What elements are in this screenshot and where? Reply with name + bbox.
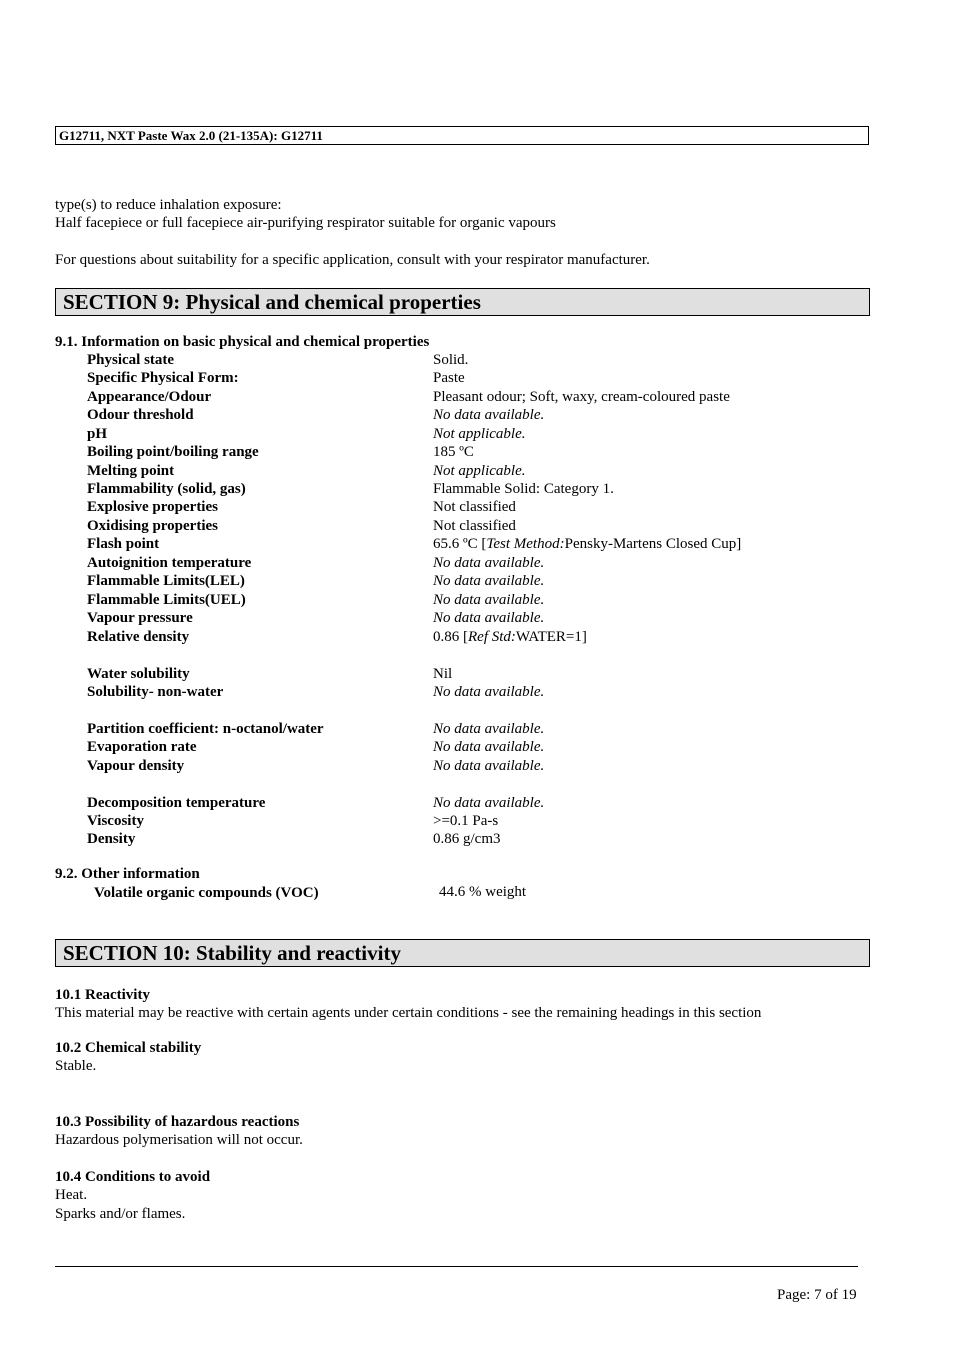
subsection-10-2-heading: 10.2 Chemical stability	[55, 1040, 202, 1056]
section-10-title: SECTION 10: Stability and reactivity	[55, 939, 870, 967]
voc-value: 44.6 % weight	[439, 884, 527, 900]
respirator-type-line: Half facepiece or full facepiece air-purifying respirator suitable for organic vapours	[55, 215, 556, 231]
property-value: No data available.	[433, 407, 545, 423]
footer-divider	[55, 1266, 858, 1267]
property-label: Partition coefficient: n-octanol/water	[87, 721, 324, 737]
page-number: Page: 7 of 19	[777, 1287, 857, 1303]
property-value: No data available.	[433, 610, 545, 626]
property-value: Not classified	[433, 499, 516, 515]
subsection-9-1-heading: 9.1. Information on basic physical and chemical properties	[55, 334, 430, 350]
property-label: Flammability (solid, gas)	[87, 481, 246, 497]
property-value: No data available.	[433, 555, 545, 571]
relative-density-value: 0.86 [	[433, 629, 468, 645]
product-header: G12711, NXT Paste Wax 2.0 (21-135A): G12711	[55, 126, 869, 145]
subsection-10-1-heading: 10.1 Reactivity	[55, 987, 150, 1003]
subsection-10-3-heading: 10.3 Possibility of hazardous reactions	[55, 1114, 300, 1130]
property-value: Flammable Solid: Category 1.	[433, 481, 614, 497]
relative-density-ref-label: Ref Std:	[468, 629, 516, 645]
property-label: Water solubility	[87, 666, 190, 682]
property-value: Not applicable.	[433, 426, 526, 442]
property-value: No data available.	[433, 739, 545, 755]
voc-label: Volatile organic compounds (VOC)	[94, 885, 319, 901]
conditions-avoid-heat: Heat.	[55, 1187, 88, 1203]
property-label: Vapour pressure	[87, 610, 193, 626]
hazardous-reactions-text: Hazardous polymerisation will not occur.	[55, 1132, 303, 1148]
property-value: No data available.	[433, 592, 545, 608]
property-value: No data available.	[433, 758, 545, 774]
property-label: Autoignition temperature	[87, 555, 252, 571]
property-value: Nil	[433, 666, 453, 682]
property-value: Pleasant odour; Soft, waxy, cream-coloured paste	[433, 389, 730, 405]
property-label: Melting point	[87, 463, 175, 479]
property-label: Solubility- non-water	[87, 684, 224, 700]
property-value: Paste	[433, 370, 465, 386]
property-label: Physical state	[87, 352, 175, 368]
property-label: Decomposition temperature	[87, 795, 266, 811]
property-label: Flammable Limits(LEL)	[87, 573, 245, 589]
reactivity-text: This material may be reactive with certain agents under certain conditions - see the remaining headings in this section	[55, 1005, 762, 1021]
property-value: >=0.1 Pa-s	[433, 813, 499, 829]
property-value: 0.86 g/cm3	[433, 831, 501, 847]
property-value: No data available.	[433, 721, 545, 737]
respirator-intro-line: type(s) to reduce inhalation exposure:	[55, 197, 282, 213]
property-label: Odour threshold	[87, 407, 194, 423]
relative-density-ref: WATER=1]	[515, 629, 587, 645]
respirator-consult-line: For questions about suitability for a specific application, consult with your respirator manufacturer.	[55, 252, 650, 268]
property-label: Viscosity	[87, 813, 144, 829]
property-value: Solid.	[433, 352, 469, 368]
flash-point-method: Pensky-Martens Closed Cup]	[564, 536, 742, 552]
property-label: pH	[87, 426, 108, 442]
property-value	[433, 535, 741, 553]
property-label: Evaporation rate	[87, 739, 197, 755]
property-label: Flash point	[87, 536, 160, 552]
property-value: Not classified	[433, 518, 516, 534]
flash-point-value: 65.6 ºC [	[433, 536, 487, 552]
property-value: Not applicable.	[433, 463, 526, 479]
property-value	[433, 628, 587, 646]
section-9-title: SECTION 9: Physical and chemical properties	[55, 288, 870, 316]
subsection-10-4-heading: 10.4 Conditions to avoid	[55, 1169, 211, 1185]
property-value: 185 ºC	[433, 444, 474, 460]
conditions-avoid-sparks: Sparks and/or flames.	[55, 1206, 186, 1222]
property-value: No data available.	[433, 573, 545, 589]
subsection-9-2-heading: 9.2. Other information	[55, 866, 200, 882]
property-value: No data available.	[433, 795, 545, 811]
property-label: Explosive properties	[87, 499, 218, 515]
property-label: Flammable Limits(UEL)	[87, 592, 246, 608]
property-label: Specific Physical Form:	[87, 370, 239, 386]
property-label: Boiling point/boiling range	[87, 444, 259, 460]
property-label: Oxidising properties	[87, 518, 218, 534]
property-value: No data available.	[433, 684, 545, 700]
property-label: Appearance/Odour	[87, 389, 212, 405]
property-label: Density	[87, 831, 136, 847]
property-label: Relative density	[87, 629, 190, 645]
chemical-stability-text: Stable.	[55, 1058, 97, 1074]
property-label: Vapour density	[87, 758, 185, 774]
flash-point-method-label: Test Method:	[486, 536, 565, 552]
